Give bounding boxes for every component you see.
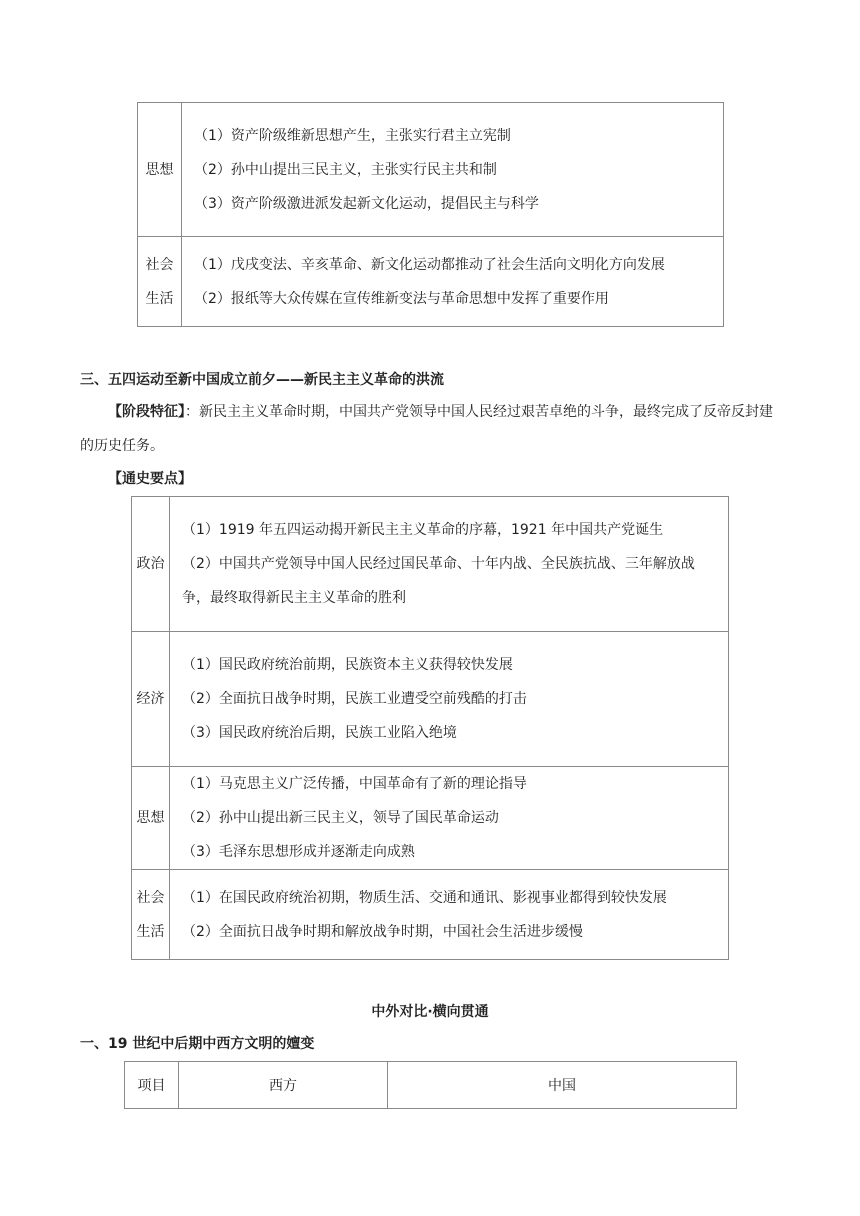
list-item: （1）资产阶级维新思想产生，主张实行君主立宪制 [194, 127, 511, 144]
row-content-social-life [182, 237, 724, 327]
row-content-thought [170, 767, 729, 870]
list-item: （1）戊戌变法、辛亥革命、新文化运动都推动了社会生活向文明化方向发展 [194, 256, 665, 273]
list-item: （1）1919 年五四运动揭开新民主主义革命的序幕，1921 年中国共产党诞生 [182, 522, 664, 538]
table-row [132, 497, 729, 632]
comparison-table [124, 1061, 737, 1109]
column-header-west: 西方 [179, 1062, 388, 1109]
list-item: （3）毛泽东思想形成并逐渐走向成熟 [182, 844, 415, 860]
stage-features-text: ：新民主主义革命时期，中国共产党领导中国人民经过艰苦卓绝的斗争，最终完成了反帝反封建的历史任务。 [80, 404, 773, 454]
table-row [138, 103, 724, 237]
list-item: （1）国民政府统治前期，民族资本主义获得较快发展 [182, 657, 513, 673]
section-heading: 三、五四运动至新中国成立前夕——新民主主义革命的洪流 [80, 372, 444, 388]
list-item: （3）国民政府统治后期，民族工业陷入绝境 [182, 725, 457, 741]
table-row [138, 237, 724, 327]
label-line: 社会 [145, 256, 174, 273]
comparison-subheading: 一、19 世纪中后期中西方文明的嬗变 [80, 1036, 315, 1052]
list-item: （1）在国民政府统治初期，物质生活、交通和通讯、影视事业都得到较快发展 [182, 889, 667, 906]
key-points-label: 【通史要点】 [108, 471, 192, 487]
label-line: 社会 [136, 889, 165, 906]
list-item: （2）孙中山提出三民主义，主张实行民主共和制 [194, 161, 497, 178]
table-row [132, 870, 729, 960]
row-label-social-life [138, 237, 182, 327]
table-row [132, 632, 729, 767]
row-content-social-life [170, 870, 729, 960]
row-content-economy [170, 632, 729, 767]
stage-features-paragraph [80, 395, 780, 463]
row-content-thought [182, 103, 724, 237]
row-label-thought: 思想 [138, 103, 182, 237]
row-content-politics [170, 497, 729, 632]
table-row [132, 767, 729, 870]
table-ideology-society-early [137, 102, 724, 327]
row-label-thought: 思想 [132, 767, 170, 870]
row-label-social-life [132, 870, 170, 960]
list-item: （2）报纸等大众传媒在宣传维新变法与革命思想中发挥了重要作用 [194, 290, 609, 307]
column-header-china: 中国 [388, 1062, 737, 1109]
row-label-politics: 政治 [132, 497, 170, 632]
label-line: 生活 [145, 290, 174, 307]
comparison-title: 中外对比·横向贯通 [371, 1004, 489, 1020]
list-item: （2）中国共产党领导中国人民经过国民革命、十年内战、全民族抗战、三年解放战争，最终取得新民主主义革命的胜利 [182, 556, 695, 606]
table-general-history-points [131, 496, 729, 960]
label-line: 生活 [136, 923, 165, 940]
table-header-row [125, 1062, 737, 1109]
list-item: （1）马克思主义广泛传播，中国革命有了新的理论指导 [182, 776, 527, 792]
row-label-economy: 经济 [132, 632, 170, 767]
stage-features-label: 【阶段特征】 [108, 404, 185, 420]
list-item: （2）孙中山提出新三民主义，领导了国民革命运动 [182, 810, 499, 826]
list-item: （2）全面抗日战争时期，民族工业遭受空前残酷的打击 [182, 691, 527, 707]
list-item: （2）全面抗日战争时期和解放战争时期，中国社会生活进步缓慢 [182, 923, 583, 940]
column-header-item: 项目 [125, 1062, 179, 1109]
list-item: （3）资产阶级激进派发起新文化运动，提倡民主与科学 [194, 195, 539, 212]
